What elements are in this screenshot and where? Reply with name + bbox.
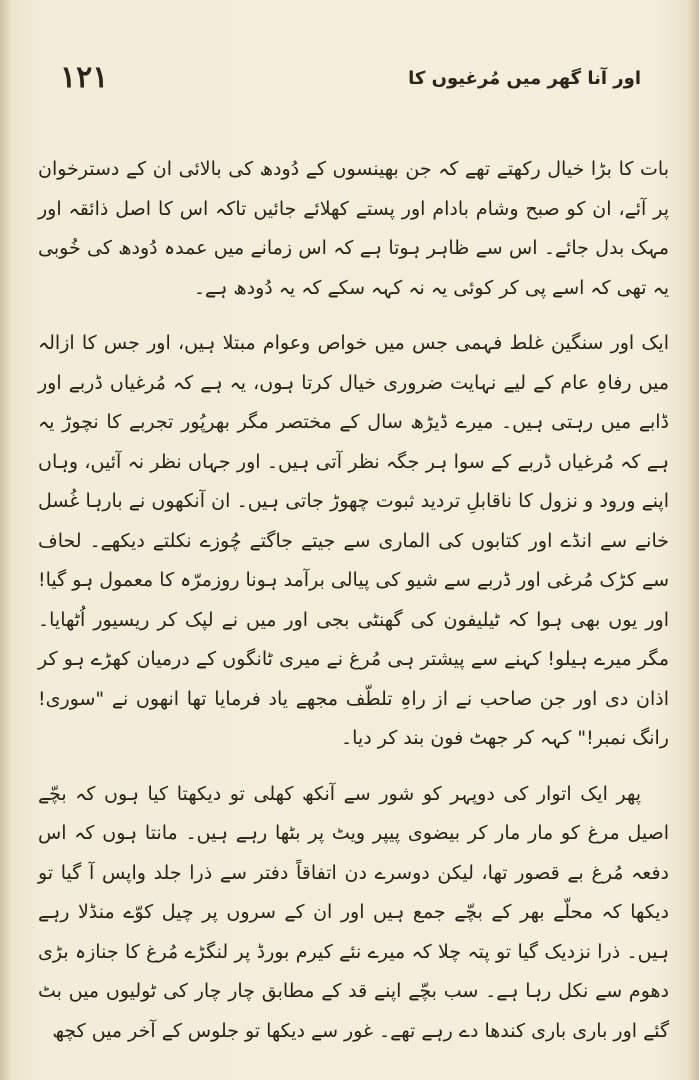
running-title: اور آنا گھر میں مُرغیوں کا — [408, 68, 641, 89]
page-header — [40, 60, 659, 110]
page-edge-shadow-right — [687, 0, 699, 1080]
paragraph: ایک اور سنگین غلط فہمی جس میں خواص وعوام مبتلا ہیں، اور جس کا ازالہ میں رفاہِ عام کے لیے نہایت ضروری خیال کرتا ہوں، یہ ہے کہ مُرغیاں ڈربے اور ڈابے میں رہتی ہیں۔ میرے ڈیڑھ سال کے مختصر مگر بھرپُور تجربے کا نچوڑ یہ ہے کہ مُرغیاں ڈربے کے سوا ہر جگہ نظر آتی ہیں۔ اور جہاں نظر نہ آئیں، وہاں اپنے ورود و نزول کا ناقابلِ تردید ثبوت چھوڑ جاتی ہیں۔ ان آنکھوں نے بارہا غُسل خانے سے انڈے اور کتابوں کی الماری سے جیتے جاگتے چُوزے نکلتے دیکھے۔ لحاف سے کڑک مُرغی اور ڈربے سے شیو کی پیالی برآمد ہونا روزمرّہ کا معمول ہو گیا! اور یوں بھی ہوا کہ ٹیلیفون کی گھنٹی بجی اور میں نے لپک کر ریسیور اُٹھایا۔ مگر میرے ہیلو! کہنے سے پیشتر ہی مُرغ نے میری ٹانگوں کے درمیان کھڑے ہو کر اذان دی اور جن صاحب نے از راہِ تلطّف مجھے یاد فرمایا تھا انھوں نے "سوری! رانگ نمبر!" کہہ کر جھٹ فون بند کر دیا۔ — [38, 332, 669, 749]
page-body — [38, 150, 669, 1070]
page-edge-shadow-left — [0, 0, 12, 1080]
paragraph: بات کا بڑا خیال رکھتے تھے کہ جن بھینسوں کے دُودھ کی بالائی ان کے دسترخوان پر آئے، ان کو صبح وشام بادام اور پستے کھلائے جائیں تاکہ اس کا اصل ذائقہ اور مہک بدل جائے۔ اس سے ظاہر ہوتا ہے کہ اس زمانے میں عمدہ دُودھ کی خُوبی یہ تھی کہ اسے پی کر کوئی یہ نہ کہہ سکے کہ یہ دُودھ ہے۔ — [38, 158, 669, 299]
paragraph: پھر ایک اتوار کی دوپہر کو شور سے آنکھ کھلی تو دیکھتا کیا ہوں کہ بچّے اصیل مرغ کو مار مار کر بیضوی پیپر ویٹ پر بٹھا رہے ہیں۔ مانتا ہوں کہ اس دفعہ مُرغ بے قصور تھا، لیکن دوسرے دن اتفاقاً دفتر سے ذرا جلد واپس آ گیا تو دیکھا کہ محلّے بھر کے بچّے جمع ہیں اور ان کے سروں پر چیل کوّے منڈلا رہے ہیں۔ ذرا نزدیک گیا تو پتہ چلا کہ میرے نئے کیرم بورڈ پر لنگڑے مُرغ کا جنازہ بڑی دھوم سے نکل رہا ہے۔ سب بچّے اپنے قد کے مطابق چار چار کی ٹولیوں میں بٹ گئے اور باری باری کندھا دے رہے تھے۔ غور سے دیکھا تو جلوس کے آخر میں کچھ — [38, 782, 669, 1042]
page-number: ۱۲۱ — [60, 60, 109, 95]
